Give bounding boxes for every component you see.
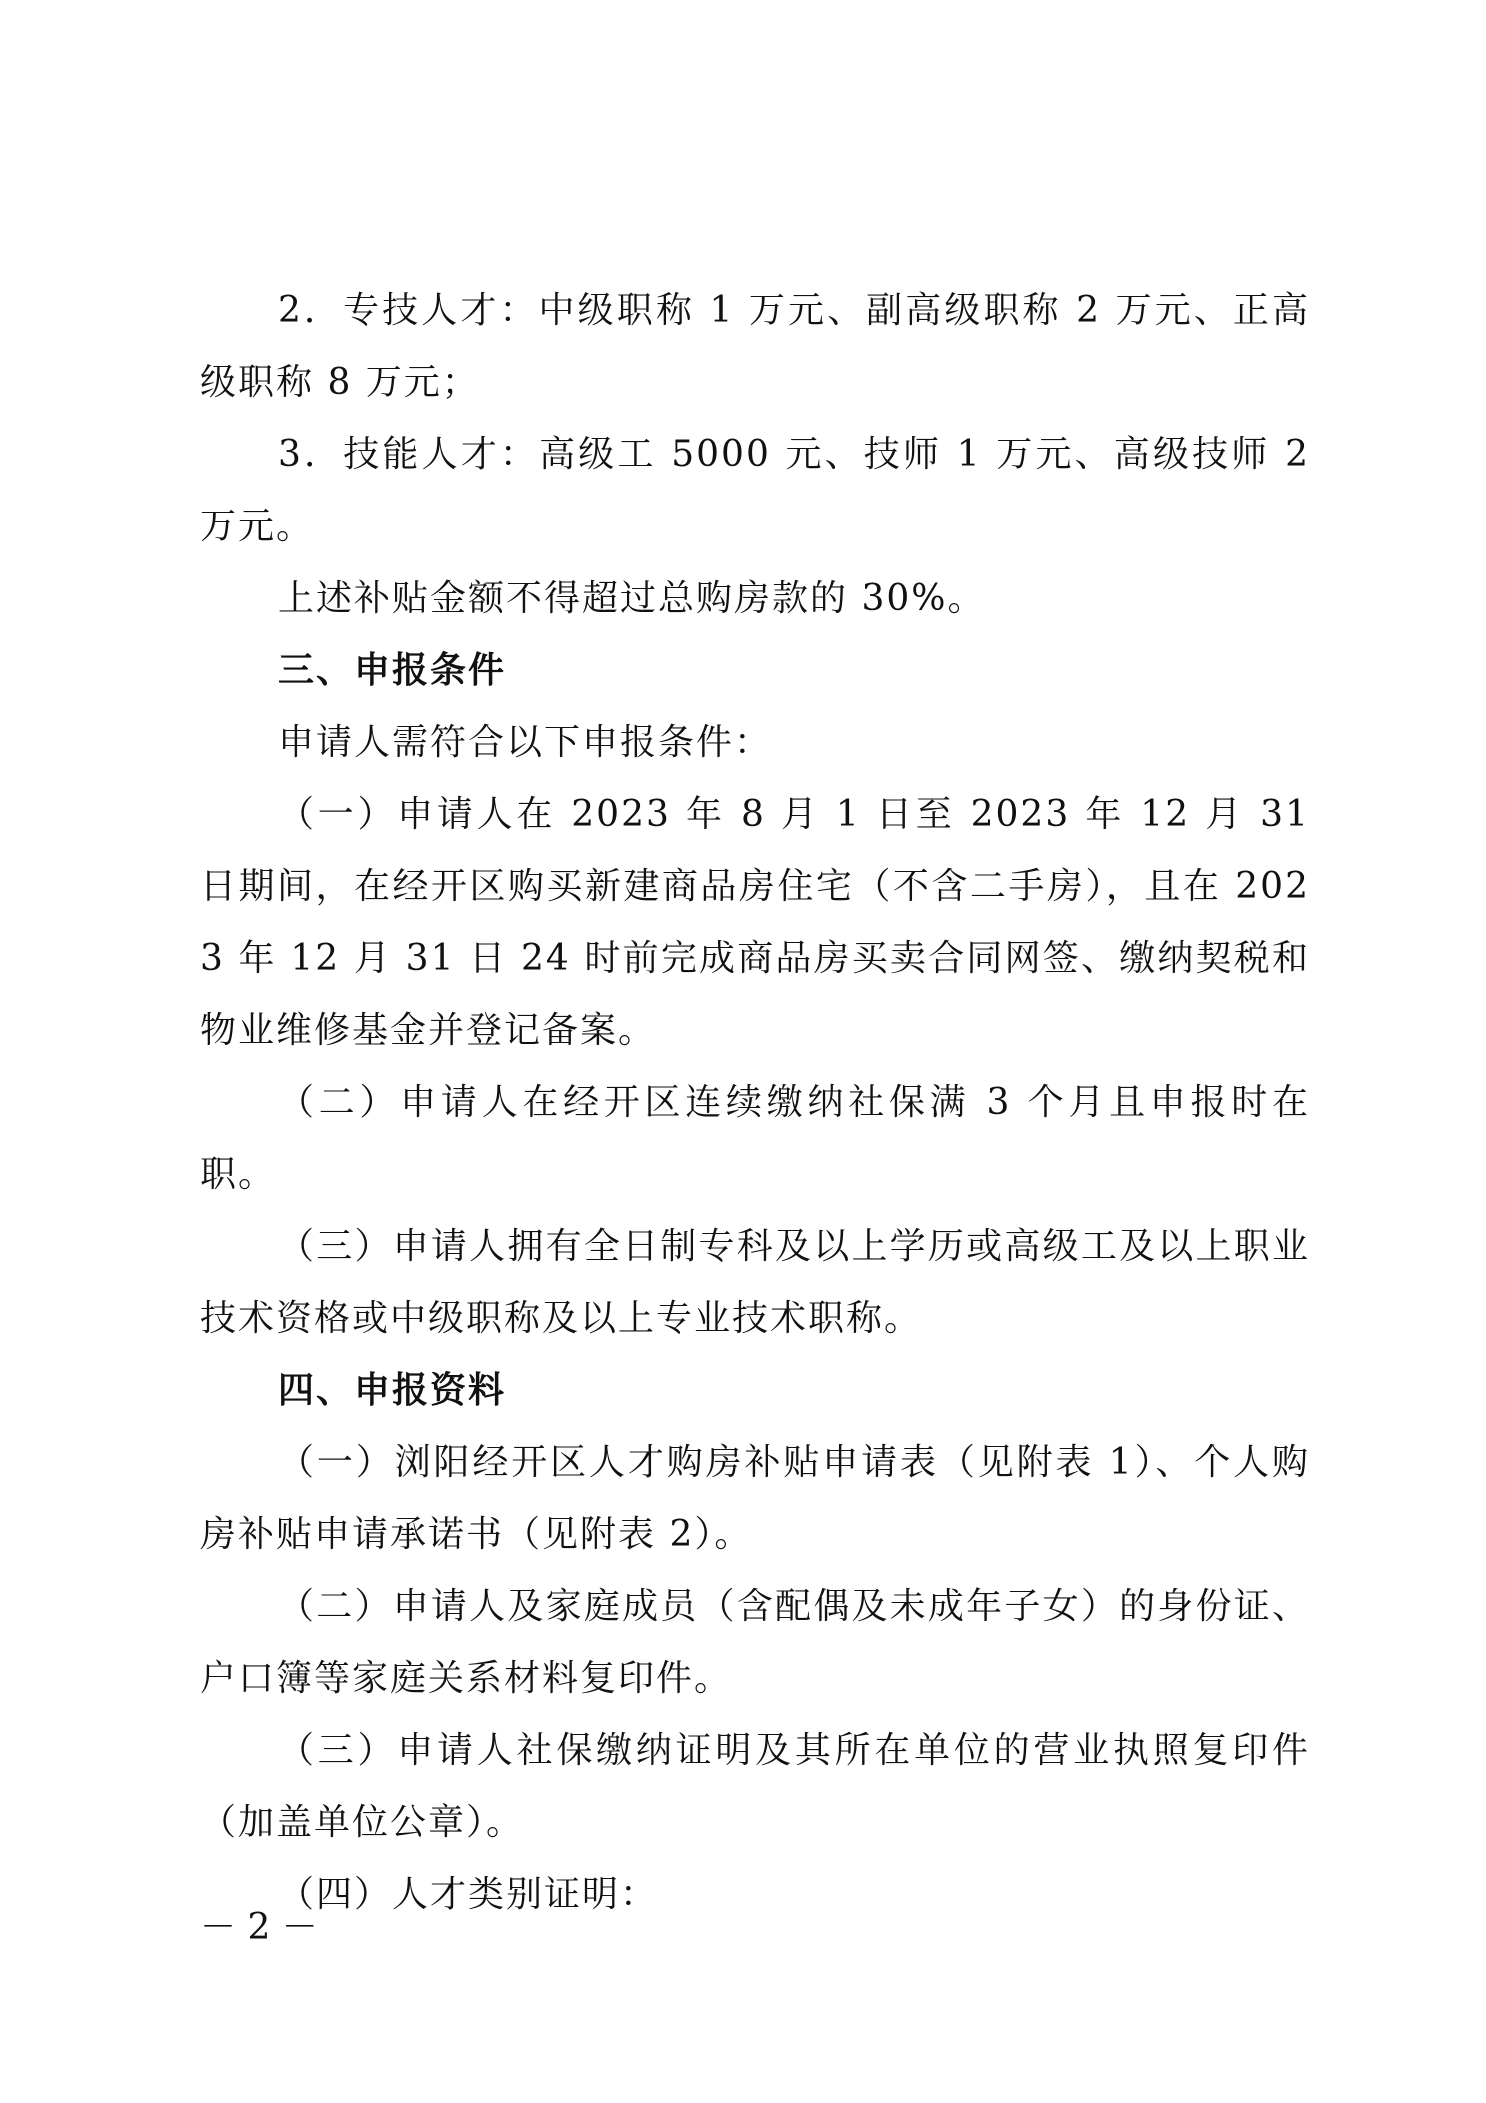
paragraph-condition-3: （三）申请人拥有全日制专科及以上学历或高级工及以上职业技术资格或中级职称及以上专业技术职称。	[200, 1226, 1310, 1339]
paragraph-conditions-intro: 申请人需符合以下申报条件：	[278, 722, 773, 763]
paragraph-material-2: （二）申请人及家庭成员（含配偶及未成年子女）的身份证、户口簿等家庭关系材料复印件。	[200, 1586, 1310, 1699]
paragraph-condition-1: （一）申请人在 2023 年 8 月 1 日至 2023 年 12 月 31 日期间，在经开区购买新建商品房住宅（不含二手房），且在 2023 年 12 月 31 日 24 时前完成商品房买卖合同网签、缴纳契税和物业维修基金并登记备案。	[200, 794, 1310, 1051]
page-number: － 2 －	[200, 1907, 318, 1948]
document-body	[200, 275, 1310, 1931]
paragraph-subsidy-limit: 上述补贴金额不得超过总购房款的 30%。	[278, 578, 986, 619]
paragraph-material-1: （一）浏阳经开区人才购房补贴申请表（见附表 1）、个人购房补贴申请承诺书（见附表 2）。	[200, 1442, 1310, 1555]
section-heading-application-conditions: 三、申报条件	[278, 650, 507, 691]
paragraph-condition-2: （二）申请人在经开区连续缴纳社保满 3 个月且申报时在职。	[200, 1082, 1310, 1195]
paragraph-skilled-talent: 3．技能人才：高级工 5000 元、技师 1 万元、高级技师 2 万元。	[200, 434, 1310, 547]
paragraph-material-3: （三）申请人社保缴纳证明及其所在单位的营业执照复印件（加盖单位公章）。	[200, 1730, 1310, 1843]
paragraph-material-4: （四）人才类别证明：	[278, 1874, 659, 1915]
paragraph-professional-talent: 2．专技人才：中级职称 1 万元、副高级职称 2 万元、正高级职称 8 万元；	[200, 290, 1310, 403]
section-heading-application-materials: 四、申报资料	[278, 1370, 507, 1411]
